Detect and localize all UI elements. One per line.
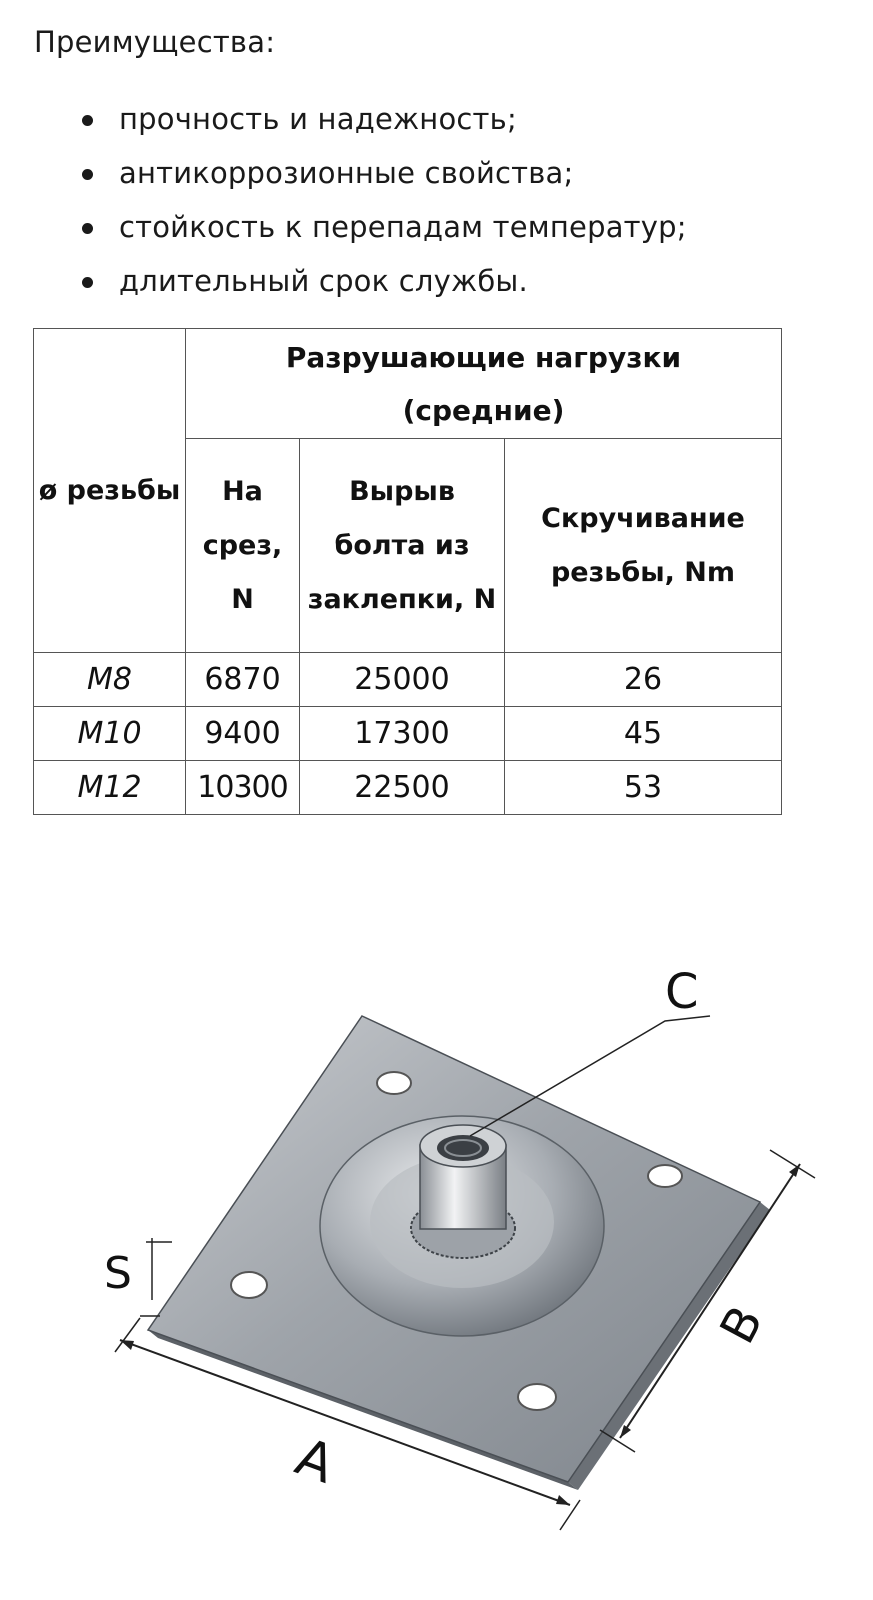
cell-torque: 26 xyxy=(505,653,782,707)
cell-thread: M8 xyxy=(34,653,186,707)
mounting-hole xyxy=(231,1272,267,1298)
label-s: S xyxy=(104,1248,132,1299)
mounting-hole xyxy=(648,1165,682,1187)
label-a: A xyxy=(288,1427,342,1496)
bullet-icon xyxy=(82,223,93,234)
cell-thread: M10 xyxy=(34,707,186,761)
breaking-load-table xyxy=(33,328,782,815)
list-item xyxy=(34,92,687,146)
cell-pullout: 17300 xyxy=(300,707,505,761)
list-item xyxy=(34,200,687,254)
mounting-hole xyxy=(377,1072,411,1094)
cell-torque: 53 xyxy=(505,761,782,815)
bullet-icon xyxy=(82,277,93,288)
mounting-hole xyxy=(518,1384,556,1410)
header-breaking-loads: Разрушающие нагрузки (средние) xyxy=(186,329,782,439)
header-shear: На срез, N xyxy=(186,439,300,653)
cell-shear: 10300 xyxy=(186,761,300,815)
cell-pullout: 25000 xyxy=(300,653,505,707)
list-item xyxy=(34,254,687,308)
table-row xyxy=(34,653,782,707)
bullet-icon xyxy=(82,115,93,126)
advantages-heading: Преимущества: xyxy=(34,25,276,59)
bullet-icon xyxy=(82,169,93,180)
list-item-text: длительный срок службы. xyxy=(119,264,528,298)
list-item-text: антикоррозионные свойства; xyxy=(119,156,574,190)
table-row xyxy=(34,761,782,815)
advantages-list xyxy=(34,92,687,308)
cell-shear: 9400 xyxy=(186,707,300,761)
cell-shear: 6870 xyxy=(186,653,300,707)
list-item-text: прочность и надежность; xyxy=(119,102,517,136)
header-pullout: Вырыв болта из заклепки, N xyxy=(300,439,505,653)
label-c: C xyxy=(665,964,699,1020)
list-item-text: стойкость к перепадам температур; xyxy=(119,210,687,244)
table-row xyxy=(34,707,782,761)
list-item xyxy=(34,146,687,200)
cell-torque: 45 xyxy=(505,707,782,761)
mounting-plate-drawing xyxy=(0,960,873,1600)
cell-thread: M12 xyxy=(34,761,186,815)
cell-pullout: 22500 xyxy=(300,761,505,815)
header-torque: Скручивание резьбы, Nm xyxy=(505,439,782,653)
label-b: B xyxy=(709,1297,775,1353)
header-thread-diameter: ø резьбы xyxy=(34,329,186,653)
